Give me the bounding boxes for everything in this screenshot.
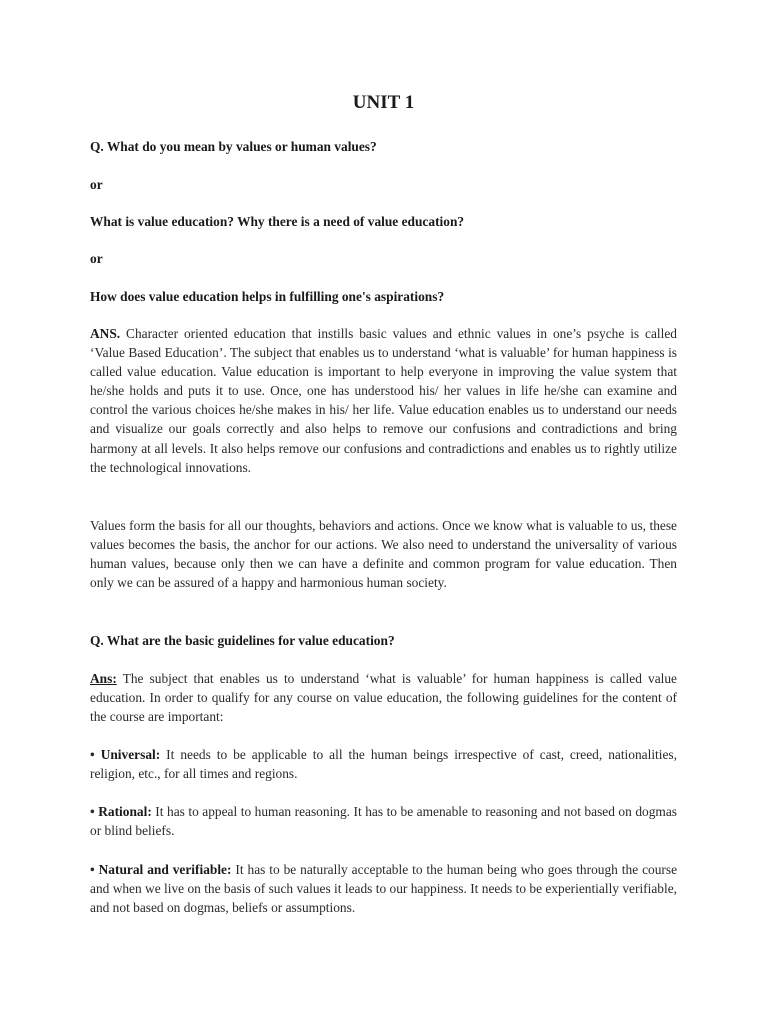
- guideline-term: Universal:: [100, 747, 161, 762]
- bullet-mark: •: [90, 862, 95, 877]
- question-2: What is value education? Why there is a need of value education?: [90, 214, 465, 229]
- bullet-mark: •: [90, 747, 95, 762]
- answer-2-paragraph: [90, 669, 677, 726]
- question-4: Q. What are the basic guidelines for value education?: [90, 633, 395, 648]
- guideline-term: Natural and verifiable:: [98, 862, 232, 877]
- guideline-rational: [90, 802, 677, 840]
- question-1: Q. What do you mean by values or human values?: [90, 139, 377, 154]
- unit-title: UNIT 1: [352, 92, 415, 113]
- bullet-mark: •: [90, 804, 95, 819]
- answer-lead: Ans:: [90, 671, 117, 686]
- answer-text: Character oriented education that instills basic values and ethnic values in one’s psyche is called ‘Value Based Education’. The subject that enables us to understand ‘what is valuable’ for human happiness is called value education. Value education is important to help everyone in improving the value system that he/she holds and puts it to use. Once, one has understood his/ her values in life he/she can examine and control the various choices he/she makes in his/ her life. Value education enables us to understand our needs and visualize our goals correctly and also helps to remove our confusions and contradictions and bring harmony at all levels. It also helps remove our confusions and contradictions and enables us to rightly utilize the technological innovations.: [90, 326, 677, 475]
- answer-text: The subject that enables us to understand ‘what is valuable’ for human happiness is called value education. In order to qualify for any course on value education, the following guidelines for the content of the course are important:: [90, 671, 677, 725]
- or-separator-2: or: [90, 251, 103, 266]
- guideline-term: Rational:: [98, 804, 152, 819]
- answer-lead: ANS.: [90, 326, 121, 341]
- guideline-text: It has to be naturally acceptable to the human being who goes through the course and when we live on the basis of such values it leads to our happiness. It needs to be experientially verifiable, and not based on dogmas, beliefs or assumptions.: [90, 862, 678, 916]
- or-separator-1: or: [90, 177, 103, 192]
- answer-1-paragraph: [90, 324, 677, 477]
- guideline-universal: [90, 745, 677, 783]
- guideline-natural-verifiable: [90, 860, 677, 917]
- answer-1-paragraph-2: Values form the basis for all our thoughts, behaviors and actions. Once we know what is valuable to us, these values becomes the basis, the anchor for our actions. We also need to understand the universality of various human values, because only then we can have a definite and common program for value education. Then only we can be assured of a happy and harmonious human society.: [90, 518, 677, 591]
- guideline-text: It has to appeal to human reasoning. It has to be amenable to reasoning and not based on dogmas or blind beliefs.: [90, 804, 677, 839]
- guideline-text: It needs to be applicable to all the human beings irrespective of cast, creed, nationalities, religion, etc., for all times and regions.: [90, 747, 677, 782]
- question-3: How does value education helps in fulfilling one's aspirations?: [90, 289, 445, 304]
